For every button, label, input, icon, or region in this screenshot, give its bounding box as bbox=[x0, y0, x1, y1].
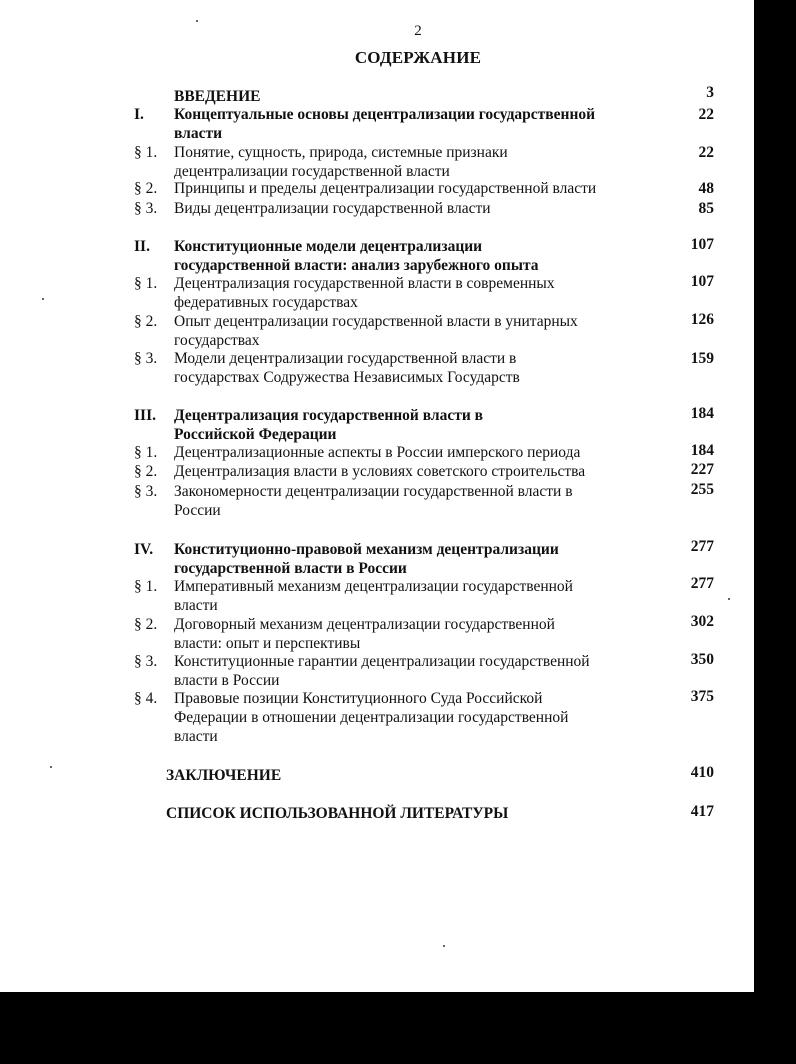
toc-entry-number: § 1. bbox=[134, 144, 158, 161]
toc-entry-page: 417 bbox=[690, 803, 714, 820]
toc-entry-page: 85 bbox=[698, 200, 714, 217]
toc-entry-text: Императивный механизм децентрализации государственной власти bbox=[174, 578, 573, 614]
toc-entry-number: § 3. bbox=[134, 653, 158, 670]
toc-entry-text: Децентрализация государственной власти в современных федеративных государствах bbox=[174, 275, 555, 311]
toc-entry-number: § 2. bbox=[134, 180, 158, 197]
toc-entry-text: Концептуальные основы децентрализации государственной власти bbox=[174, 106, 596, 142]
toc-entry-page: 22 bbox=[698, 144, 714, 161]
toc-entry-page: 277 bbox=[690, 575, 714, 592]
toc-entry-text: Опыт децентрализации государственной власти в унитарных государствах bbox=[174, 313, 578, 349]
toc-entry-number: § 3. bbox=[134, 350, 158, 367]
toc-entry-number: III. bbox=[134, 407, 156, 424]
toc-entry-page: 255 bbox=[690, 481, 714, 498]
toc-entry-text: Конституционные гарантии децентрализации государственной власти в России bbox=[174, 653, 590, 689]
scan-speck bbox=[443, 945, 445, 947]
toc-entry-page: 277 bbox=[690, 538, 714, 555]
toc-entry-page: 22 bbox=[698, 106, 714, 123]
toc-entry-text: ВВЕДЕНИЕ bbox=[174, 88, 261, 105]
toc-entry-page: 107 bbox=[690, 236, 714, 253]
scan-speck bbox=[728, 598, 730, 600]
toc-entry-text: Принципы и пределы децентрализации государственной власти bbox=[174, 180, 597, 197]
toc-entry-text: Конституционно-правовой механизм децентрализации государственной власти в России bbox=[174, 541, 559, 577]
toc-entry-number: § 2. bbox=[134, 313, 158, 330]
toc-entry-number: IV. bbox=[134, 541, 154, 558]
toc-entry-page: 350 bbox=[690, 651, 714, 668]
page-number: 2 bbox=[414, 23, 422, 39]
scan-speck bbox=[196, 20, 198, 22]
toc-entry-text: СПИСОК ИСПОЛЬЗОВАННОЙ ЛИТЕРАТУРЫ bbox=[166, 805, 509, 822]
scan-speck bbox=[42, 298, 44, 300]
toc-entry-text: Конституционные модели децентрализации государственной власти: анализ зарубежного опыта bbox=[174, 238, 539, 274]
toc-entry-page: 227 bbox=[690, 461, 714, 478]
scan-speck bbox=[50, 766, 52, 768]
toc-entry-text: Децентрализация власти в условиях советского строительства bbox=[174, 463, 586, 480]
toc-entry-number: § 2. bbox=[134, 616, 158, 633]
toc-entry-number: § 1. bbox=[134, 444, 158, 461]
toc-entry-page: 159 bbox=[690, 350, 714, 367]
toc-entry-text: Правовые позиции Конституционного Суда Российской Федерации в отношении децентрализации государственной власти bbox=[174, 690, 569, 745]
toc-entry-number: § 4. bbox=[134, 690, 158, 707]
toc-entry-text: Договорный механизм децентрализации государственной власти: опыт и перспективы bbox=[174, 616, 555, 652]
toc-entry-number: § 1. bbox=[134, 578, 158, 595]
toc-entry-page: 126 bbox=[690, 311, 714, 328]
scan-border-bottom bbox=[0, 992, 796, 1064]
toc-entry-page: 375 bbox=[690, 688, 714, 705]
scan-border-right bbox=[754, 0, 796, 1064]
toc-entry-text: Децентрализация государственной власти в Российской Федерации bbox=[174, 407, 484, 443]
page-title: СОДЕРЖАНИЕ bbox=[354, 48, 482, 67]
toc-entry-number: § 2. bbox=[134, 463, 158, 480]
toc-entry-page: 3 bbox=[706, 84, 714, 101]
toc-entry-number: § 3. bbox=[134, 483, 158, 500]
toc-entry-number: I. bbox=[134, 106, 144, 123]
toc-entry-number: II. bbox=[134, 238, 150, 255]
toc-entry-text: Закономерности децентрализации государственной власти в России bbox=[174, 483, 573, 519]
toc-entry-page: 302 bbox=[690, 613, 714, 630]
toc-entry-text: Понятие, сущность, природа, системные признаки децентрализации государственной власти bbox=[174, 144, 508, 180]
toc-entry-text: Децентрализационные аспекты в России имперского периода bbox=[174, 444, 581, 461]
toc-entry-text: Модели децентрализации государственной власти в государствах Содружества Независимых Государств bbox=[174, 350, 520, 386]
scan-border-top bbox=[756, 0, 796, 6]
toc-entry-page: 184 bbox=[690, 442, 714, 459]
toc-entry-text: Виды децентрализации государственной власти bbox=[174, 200, 491, 217]
toc-entry-page: 48 bbox=[698, 180, 714, 197]
toc-entry-page: 410 bbox=[690, 764, 714, 781]
toc-entry-page: 107 bbox=[690, 273, 714, 290]
toc-entry-text: ЗАКЛЮЧЕНИЕ bbox=[166, 767, 282, 784]
toc-entry-number: § 3. bbox=[134, 200, 158, 217]
toc-entry-number: § 1. bbox=[134, 275, 158, 292]
toc-entry-page: 184 bbox=[690, 405, 714, 422]
